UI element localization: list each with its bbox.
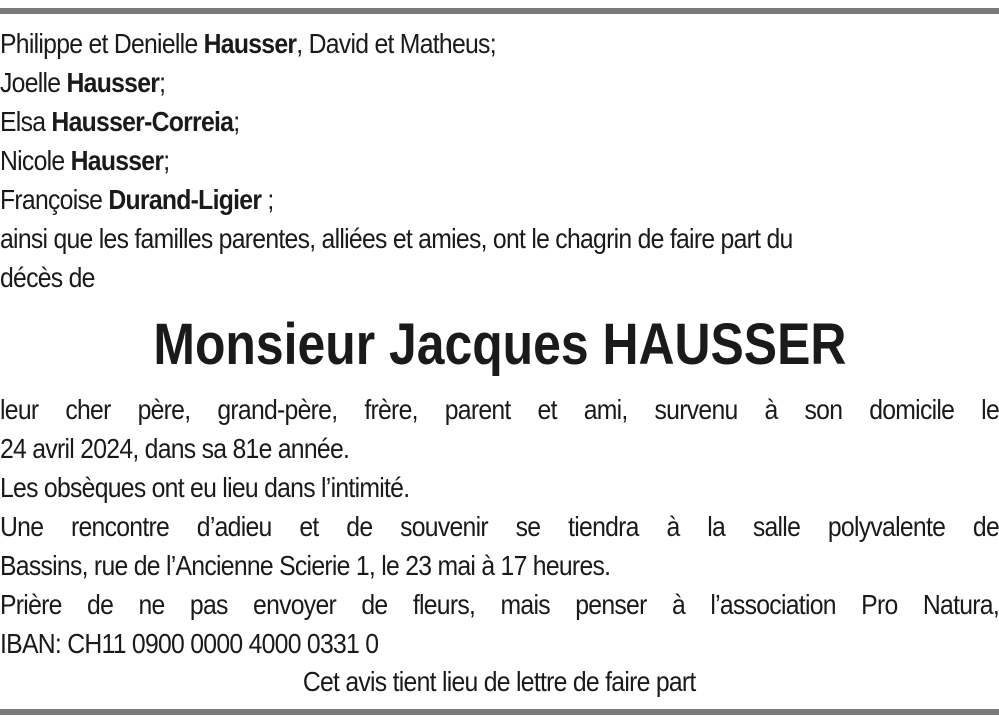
intro-line-2: décès de bbox=[0, 262, 95, 293]
body-line-2: 24 avril 2024, dans sa 81e année. bbox=[0, 433, 350, 464]
body-line-4: Une rencontre d’adieu et de souvenir se tiendra à la salle polyvalente de bbox=[0, 511, 999, 542]
body-line-7: IBAN: CH11 0900 0000 4000 0331 0 bbox=[0, 628, 379, 659]
family-line-2: Joelle Hausser; bbox=[0, 67, 166, 98]
family-list bbox=[0, 24, 999, 297]
body-line-6: Prière de ne pas envoyer de fleurs, mais penser à l’association Pro Natura, bbox=[0, 589, 999, 620]
closing-note: Cet avis tient lieu de lettre de faire part bbox=[303, 666, 696, 697]
body-line-5: Bassins, rue de l’Ancienne Scierie 1, le 23 mai à 17 heures. bbox=[0, 550, 611, 581]
family-line-1: Philippe et Denielle Hausser, David et Matheus; bbox=[0, 28, 496, 59]
body-line-1: leur cher père, grand-père, frère, parent et ami, survenu à son domicile le bbox=[0, 394, 999, 425]
intro-line-1: ainsi que les familles parentes, alliées et amies, ont le chagrin de faire part du bbox=[0, 223, 793, 254]
family-line-5: Françoise Durand-Ligier ; bbox=[0, 184, 274, 215]
deceased-name: Monsieur Jacques HAUSSER bbox=[153, 312, 846, 377]
body-line-3: Les obsèques ont eu lieu dans l’intimité. bbox=[0, 472, 410, 503]
family-line-3: Elsa Hausser-Correia; bbox=[0, 106, 240, 137]
bottom-rule bbox=[0, 709, 999, 715]
family-line-4: Nicole Hausser; bbox=[0, 145, 170, 176]
announcement-body bbox=[0, 390, 999, 663]
top-rule bbox=[0, 8, 999, 14]
